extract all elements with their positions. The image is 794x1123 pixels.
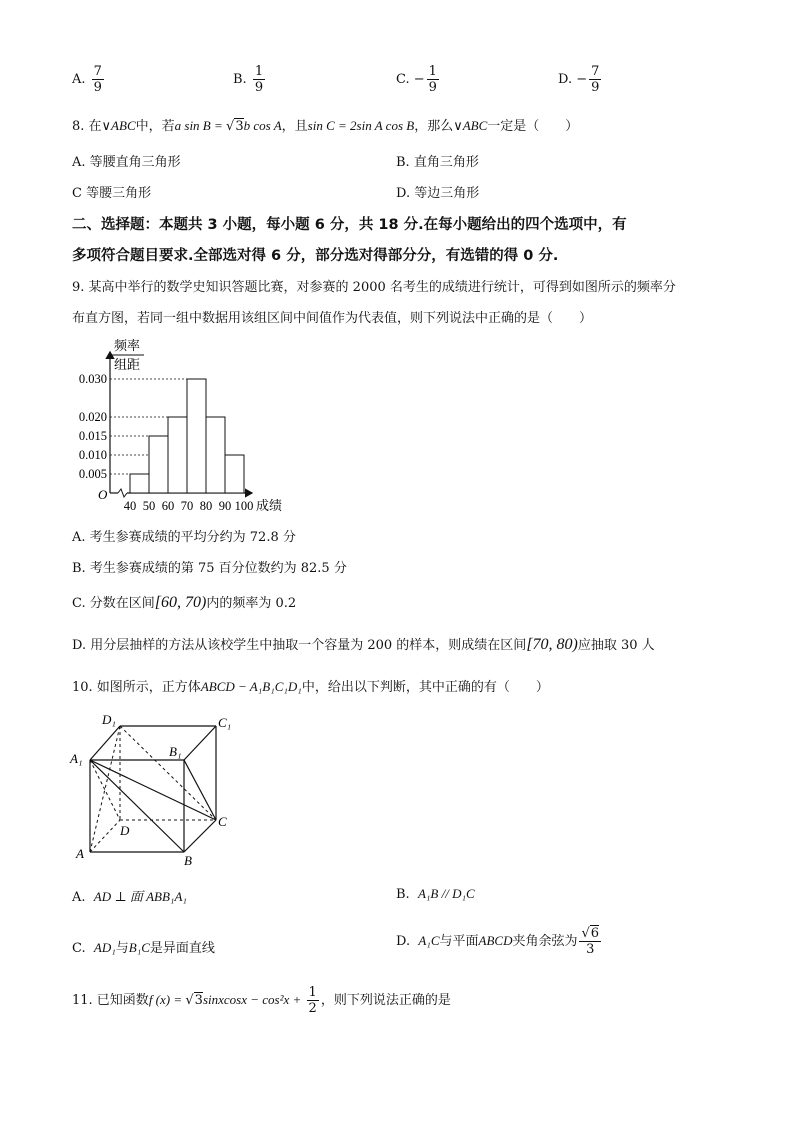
histogram-bar-2	[168, 417, 187, 493]
q9-option-c: C. 分数在区间[60, 70)内的频率为 0.2	[72, 594, 297, 611]
q10-option-c: C. AD₁与B₁C是异面直线	[72, 940, 215, 956]
histogram-bar-5	[225, 455, 244, 493]
q7-option-c: C. − $\frac{1}{9}$	[396, 64, 437, 95]
q11-fraction: $\frac{1}{2}$	[308, 985, 317, 1016]
q9-option-d: D. 用分层抽样的方法从该校学生中抽取一个容量为 200 的样本，则成绩在区间[70, 80)应抽取 30 人	[72, 636, 655, 653]
y-tick-label-2: 0.015	[78, 429, 107, 443]
q8-option-b: B. 直角三角形	[396, 155, 479, 170]
q7-option-d: D. − $\frac{7}{9}$	[558, 64, 600, 95]
q10-option-b: B. A₁B // D₁C	[396, 886, 475, 902]
q7-option-b-fraction: $\frac{1}{9}$	[254, 64, 264, 95]
cube-label-b1: B₁	[169, 744, 182, 759]
q7-option-c-fraction: $\frac{1}{9}$	[428, 64, 437, 95]
q8-option-d: D. 等边三角形	[396, 186, 480, 201]
cube-label-c: C	[218, 814, 227, 829]
q7-option-a-fraction: $\frac{7}{9}$	[93, 64, 102, 95]
cube-label-d: D	[120, 823, 130, 838]
q11-stem: 11. 已知函数f (x) = √3sinxcosx − cos²x + $\frac{1}{2}$ ，则下列说法正确的是	[72, 985, 451, 1016]
q10-option-a: A. AD ⊥ 面 ABB₁A₁	[72, 889, 187, 905]
q10-option-d-fraction: $\frac{√6}{3}$	[581, 926, 600, 957]
x-tick-label-3: 70	[180, 499, 194, 513]
x-tick-label-0: 40	[123, 499, 137, 513]
cube-label-c1: C₁	[218, 715, 232, 730]
histogram-bar-1	[149, 436, 168, 493]
cube-label-a1: A₁	[70, 751, 83, 766]
y-label-bottom: 组距	[114, 357, 141, 372]
frequency-histogram	[66, 338, 306, 518]
histogram-bar-3	[187, 379, 206, 493]
section2-line2: 多项符合题目要求.全部选对得 6 分，部分选对得部分分，有选错的得 0 分.	[72, 248, 559, 264]
section2-line1: 二、选择题：本题共 3 小题，每小题 6 分，共 18 分.在每小题给出的四个选项中，有	[72, 217, 627, 233]
q9-option-b: B. 考生参赛成绩的第 75 百分位数约为 82.5 分	[72, 561, 347, 576]
cube-label-d1: D₁	[102, 712, 116, 727]
q7-option-b: B. $\frac{1}{9}$	[233, 64, 264, 95]
q9-stem-line1: 9. 某高中举行的数学史知识答题比赛，对参赛的 2000 名考生的成绩进行统计，可得到如图所示的频率分	[72, 280, 676, 295]
x-axis-break	[118, 489, 127, 497]
q8-option-c: C 等腰三角形	[72, 186, 152, 201]
q8-option-a: A. 等腰直角三角形	[72, 155, 181, 170]
y-tick-label-1: 0.020	[78, 410, 107, 424]
q10-stem: 10. 如图所示，正方体ABCD − A₁B₁C₁D₁中，给出以下判断，其中正确的有（ ）	[72, 679, 549, 695]
x-tick-label-4: 80	[199, 499, 213, 513]
x-tick-label-6: 100	[234, 499, 254, 513]
q7-option-d-fraction: $\frac{7}{9}$	[591, 64, 600, 95]
histogram-bar-0	[130, 474, 149, 493]
y-tick-label-0: 0.030	[78, 372, 107, 386]
x-tick-label-1: 50	[142, 499, 156, 513]
x-tick-label-5: 90	[218, 499, 232, 513]
cube-figure	[66, 708, 246, 868]
q9-option-a: A. 考生参赛成绩的平均分约为 72.8 分	[72, 530, 296, 545]
cube-label-a: A	[76, 846, 84, 861]
q7-option-a: A. $\frac{7}{9}$	[72, 64, 102, 95]
q8-stem: 8. 在∨ABC中，若a sin B = √3b cos A，且sin C = 2sin A cos B，那么∨ABC一定是（ ）	[72, 118, 579, 134]
x-tick-label-2: 60	[161, 499, 175, 513]
y-label-top: 频率	[114, 338, 141, 353]
y-tick-label-4: 0.005	[78, 467, 107, 481]
cube-label-b: B	[184, 853, 192, 868]
origin-label: O	[98, 487, 108, 502]
q10-option-d: D. A₁C与平面ABCD夹角余弦为 $\frac{√6}{3}$	[396, 926, 600, 957]
x-label: 成绩	[256, 498, 283, 513]
q9-stem-line2: 布直方图，若同一组中数据用该组区间中间值作为代表值，则下列说法中正确的是（ ）	[72, 311, 593, 326]
histogram-bar-4	[206, 417, 225, 493]
y-tick-label-3: 0.010	[78, 448, 107, 462]
